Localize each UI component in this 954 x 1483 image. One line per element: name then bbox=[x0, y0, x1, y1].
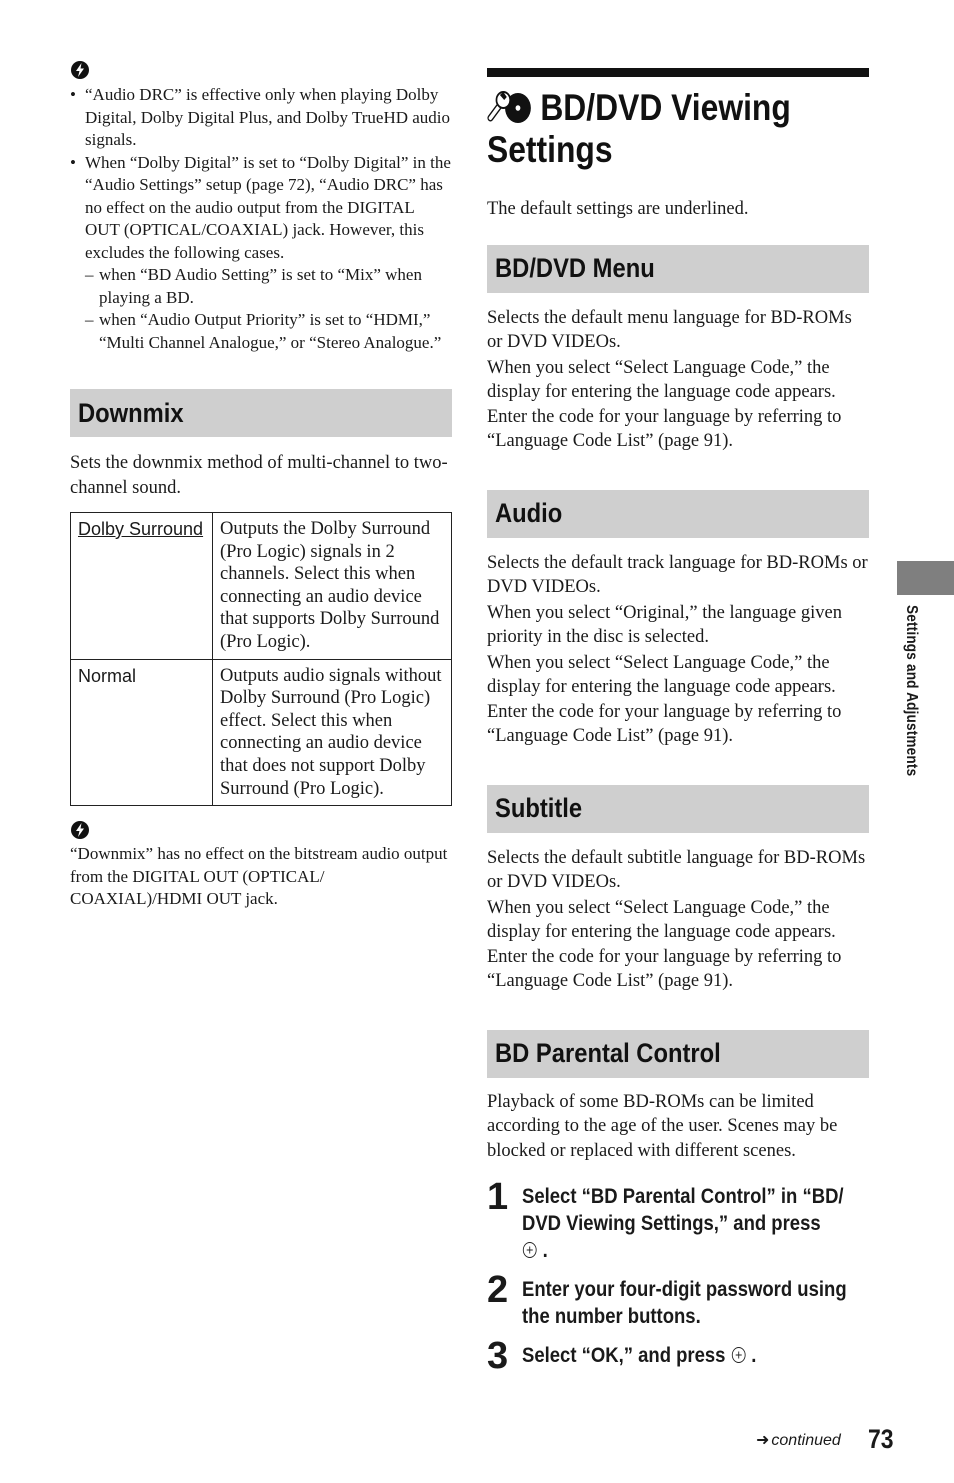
note-item: • When “Dolby Digital” is set to “Dolby Digital” in the “Audio Settings” setup (page 72), “Audio DRC” has no effect on the audio output from the DIGITAL OUT (OPTICAL/COAXIAL) jack. However, this excludes the following cases. – when “BD Audio Setting” is set to “Mix” when playing a BD. – when “Audio Output Priority” is set to “HDMI,” “Multi Channel Analogue,” or “Stereo Analogue.” bbox=[70, 152, 452, 355]
page-title: BD/DVD Viewing Settings bbox=[487, 87, 791, 170]
subtitle-text: When you select “Select Language Code,” the display for entering the language code appears. Enter the code for your language by referring to “Language Code List” (page 91). bbox=[487, 897, 842, 991]
step-text: Enter your four-digit password using the number buttons. bbox=[522, 1277, 847, 1328]
note-item: • “Audio DRC” is effective only when playing Dolby Digital, Dolby Digital Plus, and Dolby TrueHD audio signals. bbox=[70, 84, 452, 152]
table-row bbox=[71, 513, 452, 660]
section-heading-downmix: Downmix bbox=[70, 389, 452, 437]
tip-icon bbox=[70, 820, 90, 840]
default-option-label: Dolby Surround bbox=[78, 519, 204, 539]
option-name bbox=[71, 513, 213, 660]
downmix-note: “Downmix” has no effect on the bitstream audio output from the DIGITAL OUT (OPTICAL/ COAXIAL)/HDMI OUT jack. bbox=[70, 844, 448, 909]
bd-dvd-menu-text: When you select “Select Language Code,” the display for entering the language code appears. Enter the code for your language by referring to “Language Code List” (page 91). bbox=[487, 357, 842, 451]
step-number: 3 bbox=[487, 1335, 509, 1377]
continued-indicator: ➜ continued bbox=[756, 1432, 841, 1449]
note-subitem: – when “Audio Output Priority” is set to “HDMI,” “Multi Channel Analogue,” or “Stereo Analogue.” bbox=[85, 309, 452, 354]
step-number: 2 bbox=[487, 1269, 509, 1311]
step-text: Select “OK,” and press bbox=[522, 1343, 726, 1367]
left-column bbox=[70, 60, 452, 911]
downmix-options-table bbox=[70, 512, 452, 806]
parental-text: Playback of some BD-ROMs can be limited according to the age of the user. Scenes may be blocked or replaced with different scenes. bbox=[487, 1091, 838, 1161]
audio-text: When you select “Original,” the language given priority in the disc is selected. bbox=[487, 602, 842, 647]
audio-text: Selects the default track language for BD-ROMs or DVD VIDEOs. bbox=[487, 552, 868, 597]
settings-disc-icon bbox=[487, 88, 537, 124]
downmix-description: Sets the downmix method of multi-channel to two-channel sound. bbox=[70, 453, 448, 498]
section-heading-bd-parental-control: BD Parental Control bbox=[487, 1030, 869, 1078]
page-footer bbox=[740, 1424, 900, 1458]
section-heading-bd-dvd-menu: BD/DVD Menu bbox=[487, 245, 869, 293]
chapter-tab bbox=[897, 561, 954, 595]
chapter-label: Settings and Adjustments bbox=[903, 605, 920, 777]
section-heading-subtitle: Subtitle bbox=[487, 785, 869, 833]
enter-button-icon bbox=[522, 1241, 537, 1259]
intro-text: The default settings are underlined. bbox=[487, 199, 749, 219]
step-text: Select “BD Parental Control” in “BD/ DVD Viewing Settings,” and press bbox=[522, 1184, 844, 1235]
step-1: 1 Select “BD Parental Control” in “BD/ DVD Viewing Settings,” and press . bbox=[487, 1176, 844, 1262]
right-column bbox=[487, 68, 869, 1381]
bd-dvd-menu-text: Selects the default menu language for BD-ROMs or DVD VIDEOs. bbox=[487, 307, 852, 352]
enter-button-icon bbox=[731, 1346, 746, 1364]
section-heading-audio: Audio bbox=[487, 490, 869, 538]
page-number: 73 bbox=[868, 1424, 894, 1454]
option-name: Normal bbox=[71, 659, 213, 806]
audio-text: When you select “Select Language Code,” the display for entering the language code appears. Enter the code for your language by referring to “Language Code List” (page 91). bbox=[487, 652, 842, 746]
note-list bbox=[70, 84, 452, 354]
note-subitem: – when “BD Audio Setting” is set to “Mix” when playing a BD. bbox=[85, 264, 452, 309]
option-description: Outputs the Dolby Surround (Pro Logic) signals in 2 channels. Select this when connecting an audio device that supports Dolby Surround (Pro Logic). bbox=[213, 513, 452, 660]
step-number: 1 bbox=[487, 1176, 509, 1218]
title-rule bbox=[487, 68, 869, 77]
option-description: Outputs audio signals without Dolby Surround (Pro Logic) effect. Select this when connecting an audio device that does not support Dolby Surround (Pro Logic). bbox=[213, 659, 452, 806]
subtitle-text: Selects the default subtitle language for BD-ROMs or DVD VIDEOs. bbox=[487, 847, 866, 892]
steps-list bbox=[487, 1176, 869, 1377]
step-2 bbox=[487, 1269, 869, 1330]
step-3: 3 Select “OK,” and press . bbox=[487, 1335, 757, 1377]
note-sublist bbox=[85, 264, 452, 354]
arrow-right-icon: ➜ bbox=[756, 1432, 770, 1449]
table-row bbox=[71, 659, 452, 806]
tip-icon bbox=[70, 60, 90, 80]
